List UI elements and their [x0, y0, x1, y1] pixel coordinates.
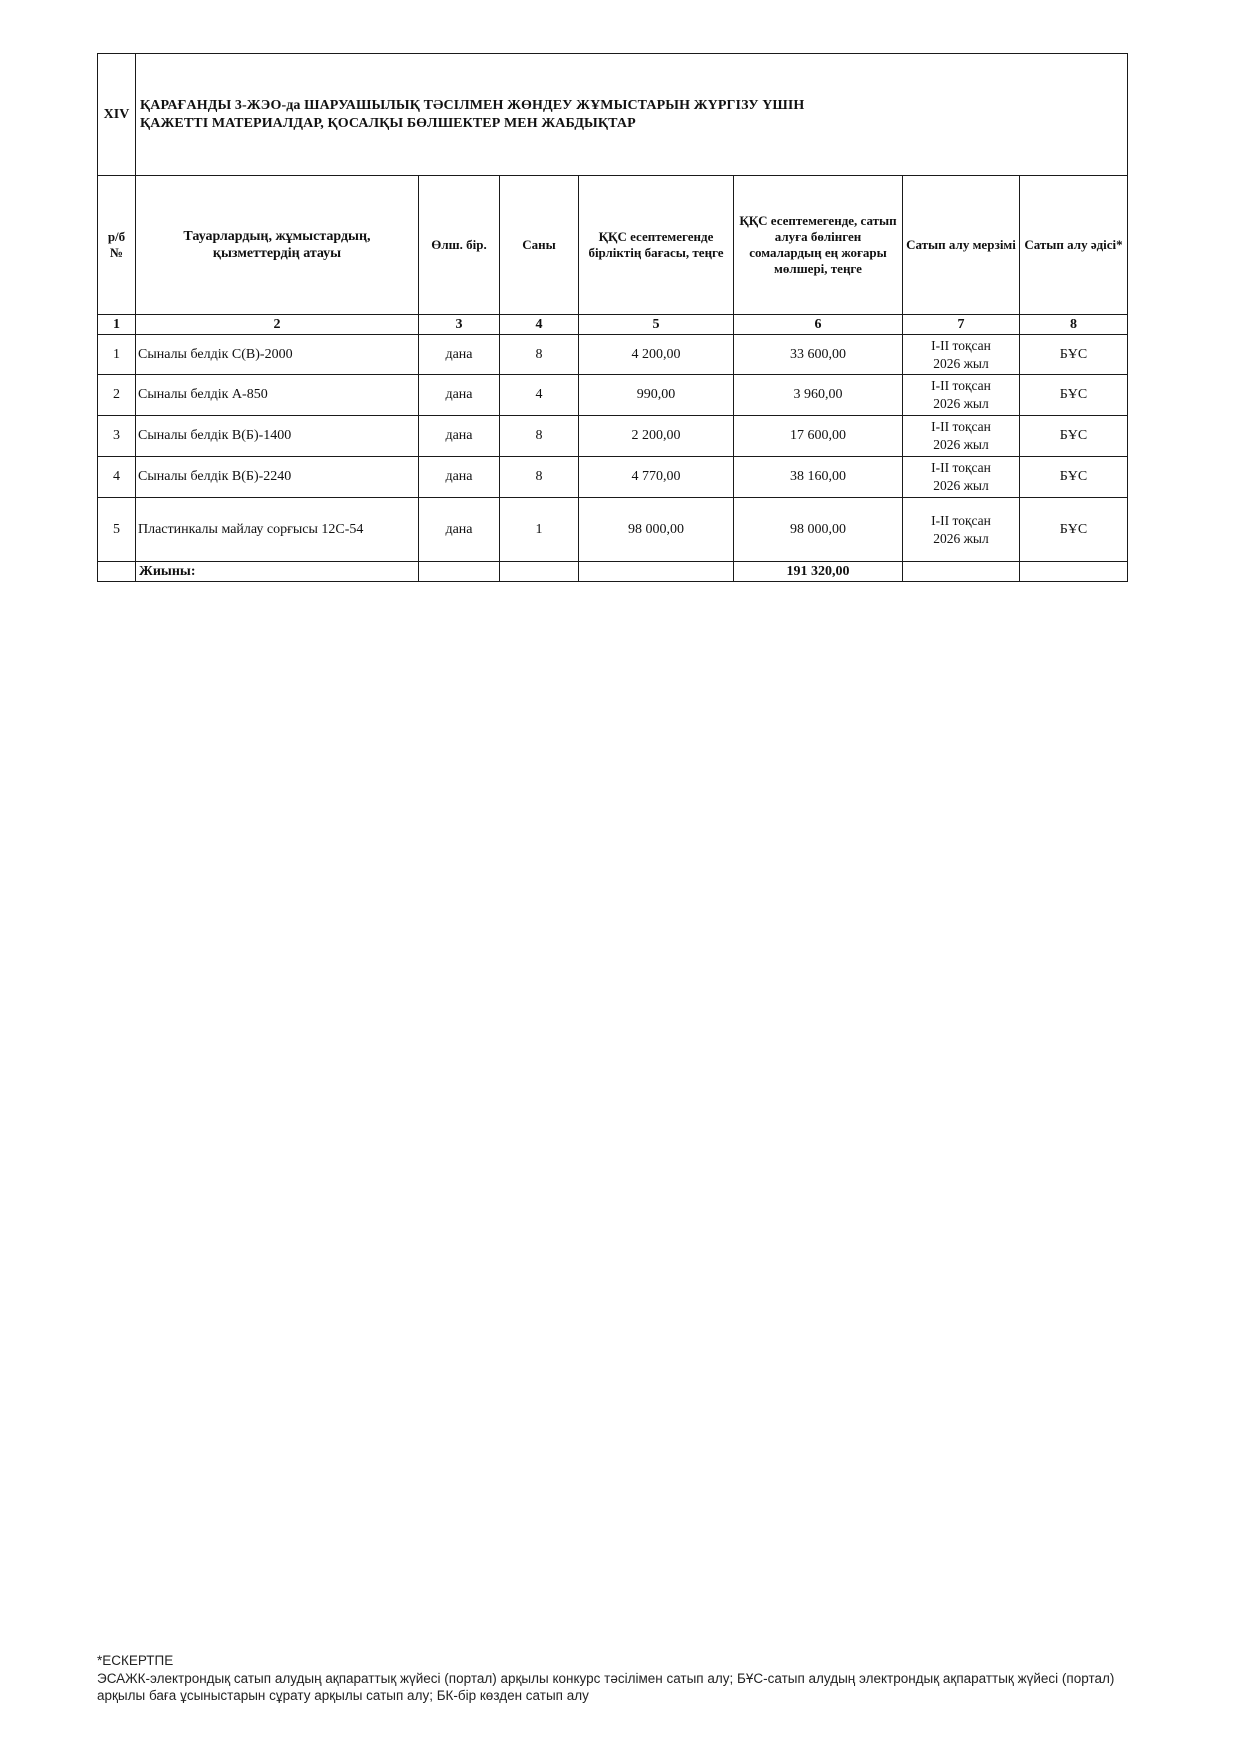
item-period [903, 416, 1020, 457]
table-row [98, 498, 1128, 562]
column-number: 6 [734, 315, 903, 335]
col-header-number: р/б № [98, 176, 136, 315]
col-header-period: Сатып алу мерзімі [903, 176, 1020, 315]
table-row [98, 416, 1128, 457]
table-row [98, 375, 1128, 416]
row-number: 4 [98, 457, 136, 498]
item-period [903, 498, 1020, 562]
section-number: XIV [98, 54, 136, 176]
item-quantity: 8 [500, 335, 579, 375]
period-quarter: І-ІІ тоқсан [931, 419, 991, 435]
item-name: Сыналы белдік В(Б)-1400 [136, 416, 419, 457]
total-value: 191 320,00 [734, 562, 903, 582]
row-number: 3 [98, 416, 136, 457]
period-year: 2026 жыл [933, 530, 989, 546]
column-number-row [98, 315, 1128, 335]
period-year: 2026 жыл [933, 478, 989, 493]
column-number: 8 [1020, 315, 1128, 335]
item-method: БҰС [1020, 375, 1128, 416]
table-row [98, 335, 1128, 375]
item-period [903, 457, 1020, 498]
footnote-title: *ЕСКЕРТПЕ [97, 1653, 174, 1668]
item-quantity: 4 [500, 375, 579, 416]
period-quarter: І-ІІ тоқсан [931, 460, 991, 476]
item-name: Сыналы белдік В(Б)-2240 [136, 457, 419, 498]
item-period [903, 335, 1020, 375]
column-number: 5 [579, 315, 734, 335]
total-label: Жиыны: [136, 562, 419, 582]
row-number: 2 [98, 375, 136, 416]
total-empty-cell [579, 562, 734, 582]
col-header-method: Сатып алу әдісі* [1020, 176, 1128, 315]
item-quantity: 8 [500, 416, 579, 457]
procurement-table [97, 53, 1128, 582]
col-header-unit: Өлш. бір. [419, 176, 500, 315]
period-quarter: І-ІІ тоқсан [931, 337, 991, 353]
item-max-amount: 3 960,00 [734, 375, 903, 416]
table-row [98, 457, 1128, 498]
item-unit: дана [419, 498, 500, 562]
period-year: 2026 жыл [933, 437, 989, 452]
col-header-max-amount: ҚҚС есептемегенде, сатып алуға бөлінген сомалардың ең жоғары мөлшері, теңге [734, 176, 903, 315]
item-unit: дана [419, 335, 500, 375]
column-number: 3 [419, 315, 500, 335]
item-quantity: 1 [500, 498, 579, 562]
column-number: 2 [136, 315, 419, 335]
total-row [98, 562, 1128, 582]
column-number: 4 [500, 315, 579, 335]
period-quarter: І-ІІ тоқсан [931, 512, 991, 528]
footnote-text: ЭСАЖК-электрондық сатып алудың ақпараттық жүйесі (портал) арқылы конкурс тәсілімен сатып алу; БҰС-сатып алудың электрондық ақпараттық жүйесі (портал) арқылы баға ұсыныстарын сұрату арқылы сатып алу; БК-бір көзден сатып алу [97, 1670, 1115, 1704]
column-header-row [98, 176, 1128, 315]
col-header-quantity: Саны [500, 176, 579, 315]
item-unit-price: 4 770,00 [579, 457, 734, 498]
column-number: 7 [903, 315, 1020, 335]
period-year: 2026 жыл [933, 396, 989, 411]
section-title-line-2: ҚАЖЕТТІ МАТЕРИАЛДАР, ҚОСАЛҚЫ БӨЛШЕКТЕР МЕН ЖАБДЫҚТАР [140, 115, 636, 131]
column-number: 1 [98, 315, 136, 335]
item-max-amount: 38 160,00 [734, 457, 903, 498]
item-unit-price: 4 200,00 [579, 335, 734, 375]
item-unit-price: 2 200,00 [579, 416, 734, 457]
item-unit-price: 98 000,00 [579, 498, 734, 562]
item-unit-price: 990,00 [579, 375, 734, 416]
item-name: Сыналы белдік А-850 [136, 375, 419, 416]
item-quantity: 8 [500, 457, 579, 498]
item-method: БҰС [1020, 457, 1128, 498]
period-year: 2026 жыл [933, 355, 989, 371]
item-unit: дана [419, 416, 500, 457]
row-number: 1 [98, 335, 136, 375]
footnote [97, 1652, 1157, 1705]
col-header-name: Тауарлардың, жұмыстардың, қызметтердің атауы [136, 176, 419, 315]
total-empty-cell [500, 562, 579, 582]
section-header-row [98, 54, 1128, 176]
item-method: БҰС [1020, 416, 1128, 457]
col-header-unit-price: ҚҚС есептемегенде бірліктің бағасы, теңге [579, 176, 734, 315]
item-max-amount: 33 600,00 [734, 335, 903, 375]
item-max-amount: 98 000,00 [734, 498, 903, 562]
row-number: 5 [98, 498, 136, 562]
section-title-line-1: ҚАРАҒАНДЫ 3-ЖЭО-да ШАРУАШЫЛЫҚ ТӘСІЛМЕН ЖӨНДЕУ ЖҰМЫСТАРЫН ЖҮРГІЗУ ҮШІН [140, 98, 805, 113]
total-empty-cell [903, 562, 1020, 582]
total-empty-cell [419, 562, 500, 582]
item-method: БҰС [1020, 335, 1128, 375]
item-name: Пластинкалы майлау сорғысы 12С-54 [136, 498, 419, 562]
item-method: БҰС [1020, 498, 1128, 562]
item-name: Сыналы белдік С(В)-2000 [136, 335, 419, 375]
total-empty-cell [98, 562, 136, 582]
section-title [136, 54, 1128, 176]
period-quarter: І-ІІ тоқсан [931, 378, 991, 394]
item-unit: дана [419, 457, 500, 498]
item-period [903, 375, 1020, 416]
total-empty-cell [1020, 562, 1128, 582]
item-unit: дана [419, 375, 500, 416]
item-max-amount: 17 600,00 [734, 416, 903, 457]
